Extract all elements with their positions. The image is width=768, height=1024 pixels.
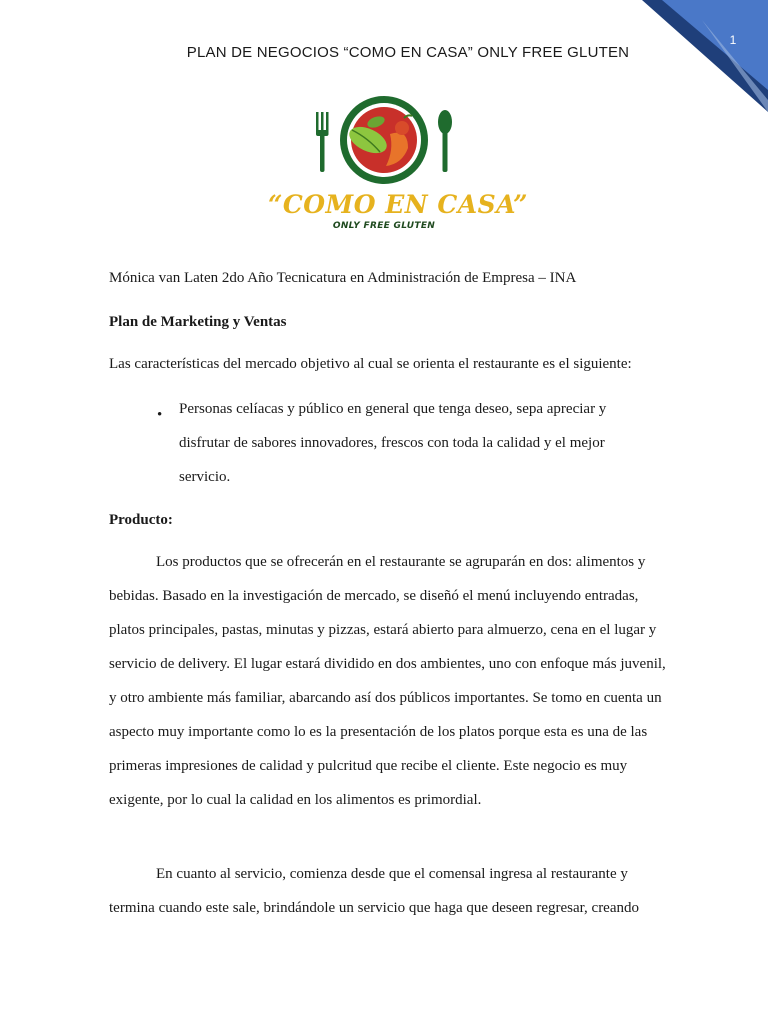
logo-title: “COMO EN CASA” [268, 190, 528, 219]
logo-subtitle: ONLY FREE GLUTEN [332, 221, 436, 231]
bullet-item: Personas celíacas y público en general que tenga deseo, sepa apreciar y disfrutar de sabores innovadores, frescos con toda la calidad y el mejor servicio. [179, 401, 607, 485]
intro-paragraph: Las características del mercado objetivo al cual se orienta el restaurante es el siguiente: [109, 356, 632, 372]
bullet-icon: • [157, 407, 163, 423]
company-logo [268, 88, 528, 248]
author-line: Mónica van Laten 2do Año Tecnicatura en Administración de Empresa – INA [109, 270, 577, 286]
section-heading-marketing: Plan de Marketing y Ventas [109, 314, 287, 330]
product-paragraph: Los productos que se ofrecerán en el restaurante se agruparán en dos: alimentos y bebidas. Basado en la investigación de mercado, se diseñó el menú incluyendo entradas, platos principales, pastas, minutas y pizzas, estará abierto para almuerzo, cena en el lugar y servicio de delivery. El lugar estará dividido en dos ambientes, uno con enfoque más juvenil, y otro ambiente más familiar, abarcando así dos públicos importantes. Se tomo en cuenta un aspecto muy importante como lo es la presentación de los platos porque esta es una de las primeras impresiones de calidad y pulcritud que recibe el cliente. Este negocio es muy exigente, por lo cual la calidad en los alimentos es primordial. [109, 554, 666, 808]
service-paragraph: En cuanto al servicio, comienza desde que el comensal ingresa al restaurante y termina cuando este sale, brindándole un servicio que haga que deseen regresar, creando [109, 866, 640, 916]
page-number: 1 [729, 33, 737, 47]
plate-icon [268, 88, 500, 188]
header-title: PLAN DE NEGOCIOS “COMO EN CASA” ONLY FREE GLUTEN [186, 44, 630, 61]
section-heading-product: Producto: [109, 512, 173, 528]
